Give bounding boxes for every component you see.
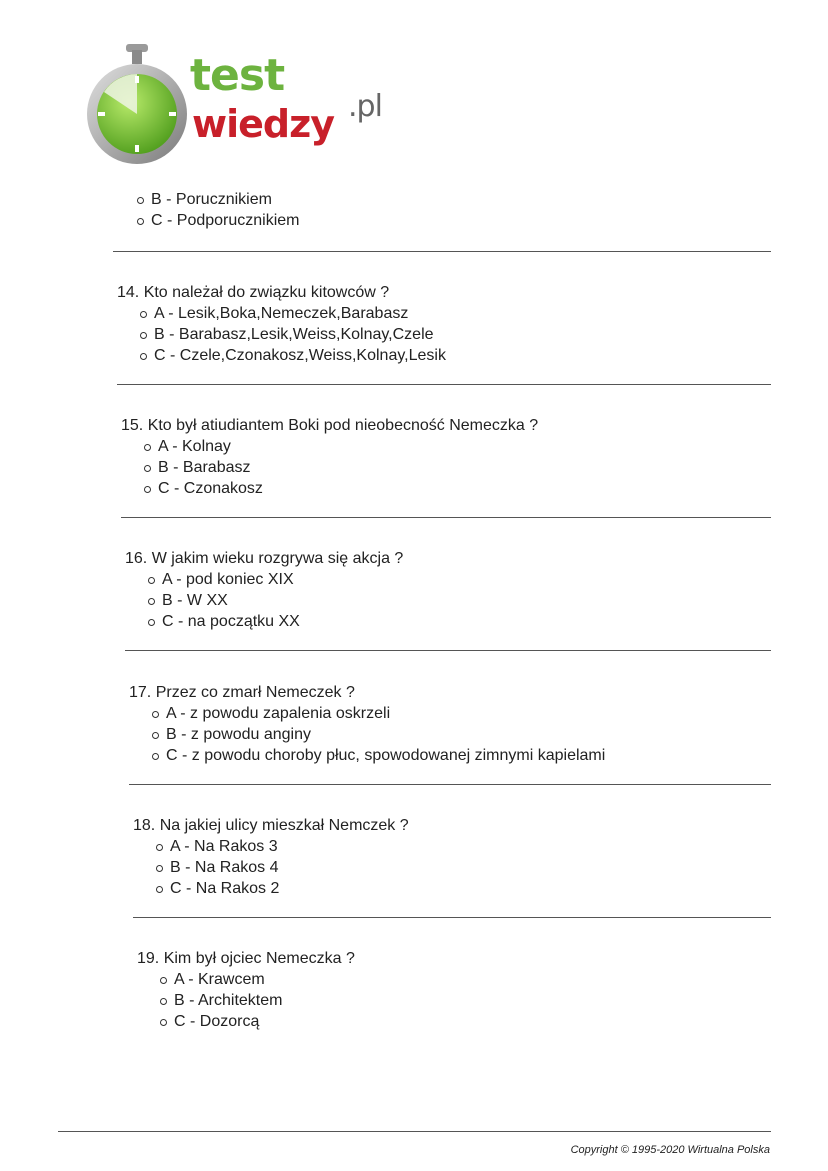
divider: [113, 251, 771, 252]
divider: [129, 784, 771, 785]
logo-text-pl: .pl: [348, 89, 382, 124]
answer-option: C - Czonakosz: [144, 478, 538, 499]
question-title: 15. Kto był atiudiantem Boki pod nieobecność Nemeczka ?: [121, 417, 539, 435]
question-block: [137, 948, 355, 1032]
answer-option: C - Na Rakos 2: [156, 878, 409, 899]
answer-option: C - Czele,Czonakosz,Weiss,Kolnay,Lesik: [140, 345, 446, 366]
answer-option: B - Barabasz: [144, 457, 538, 478]
question-title: 17. Przez co zmarł Nemeczek ?: [129, 683, 355, 701]
answer-option: B - z powodu anginy: [152, 724, 605, 745]
answer-option: C - Podporucznikiem: [137, 210, 300, 231]
answer-option: A - pod koniec XIX: [148, 569, 403, 590]
question-block: [133, 815, 409, 899]
question-block: [125, 548, 403, 632]
logo-text-wiedzy: wiedzy: [192, 102, 334, 146]
answer-option: A - Kolnay: [144, 436, 538, 457]
answer-option: C - na początku XX: [148, 611, 403, 632]
answer-option: C - Dozorcą: [160, 1011, 355, 1032]
question-title: 14. Kto należał do związku kitowców ?: [117, 284, 390, 301]
divider: [125, 650, 771, 651]
answer-option: B - Na Rakos 4: [156, 857, 409, 878]
answer-option: A - Na Rakos 3: [156, 836, 409, 857]
answer-option: C - z powodu choroby płuc, spowodowanej zimnymi kapielami: [152, 745, 605, 766]
stopwatch-icon: [82, 40, 192, 170]
answer-option: B - W XX: [148, 590, 403, 611]
question-block: [129, 682, 605, 766]
question-title: 18. Na jakiej ulicy mieszkał Nemczek ?: [133, 816, 409, 834]
answer-option: A - Lesik,Boka,Nemeczek,Barabasz: [140, 303, 446, 324]
testwiedzy-logo: [82, 40, 422, 170]
answer-option: A - Krawcem: [160, 969, 355, 990]
logo-text-test: test: [190, 50, 285, 101]
divider: [121, 517, 771, 518]
copyright: Copyright © 1995-2020 Wirtualna Polska: [570, 1144, 770, 1156]
divider: [117, 384, 771, 385]
previous-question-tail: [114, 189, 300, 231]
answer-option: B - Barabasz,Lesik,Weiss,Kolnay,Czele: [140, 324, 446, 345]
divider: [133, 917, 771, 918]
answer-option: A - z powodu zapalenia oskrzeli: [152, 703, 605, 724]
question-title: 19. Kim był ojciec Nemeczka ?: [137, 950, 355, 967]
answer-option: B - Architektem: [160, 990, 355, 1011]
question-block: [117, 282, 446, 366]
answer-option: B - Porucznikiem: [137, 189, 300, 210]
footer-divider: [58, 1131, 771, 1132]
question-title: 16. W jakim wieku rozgrywa się akcja ?: [125, 550, 404, 568]
question-block: [121, 415, 538, 499]
